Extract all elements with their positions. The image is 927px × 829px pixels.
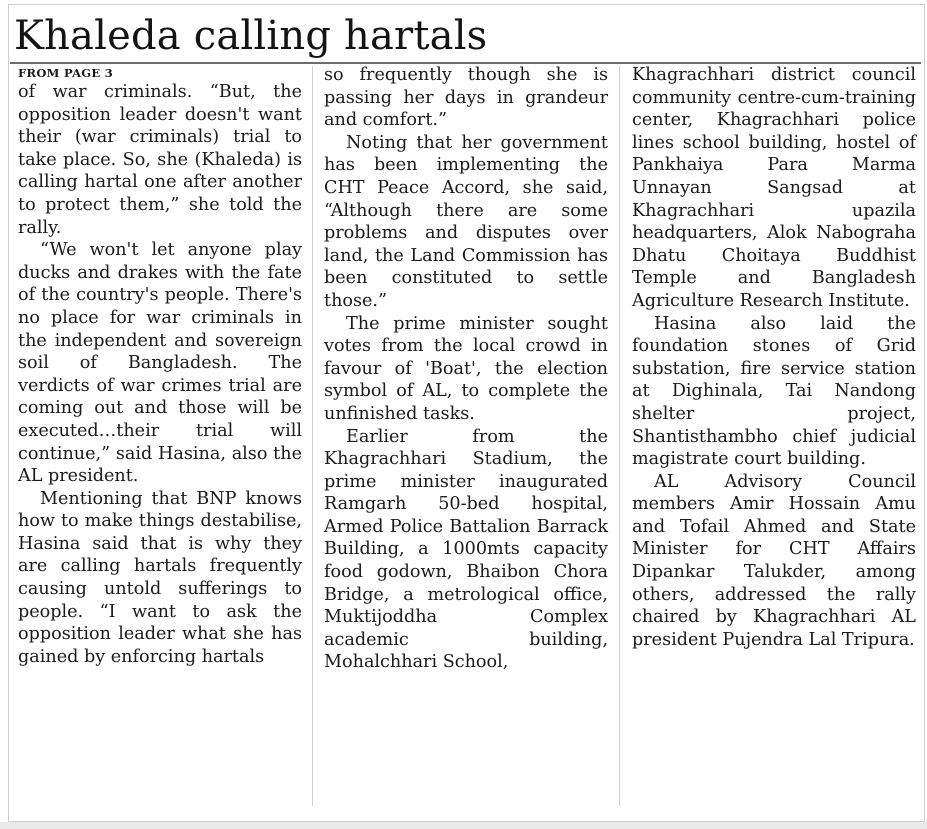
paragraph: The prime minister sought votes from the local crowd in favour of 'Boat', the election symbol of AL, to complete the unfinished tasks. — [324, 313, 608, 424]
article-column-1 — [18, 64, 302, 668]
paragraph: “We won't let anyone play ducks and drakes with the fate of the country's people. There's no place for war criminals in the independent and sovereign soil of Bangladesh. The verdicts of war crimes trial are coming out and those will be executed…their trial will continue,” said Hasina, also the AL president. — [18, 240, 302, 487]
article-column-2 — [324, 64, 608, 674]
headline: Khaleda calling hartals — [14, 13, 488, 59]
paragraph: Khagrachhari district council community centre-cum-training center, Khagrachhari police lines school building, hostel of Pankhaiya Para Marma Unnayan Sangsad at Khagrachhari upazila headquarters, Alok Nabograha Dhatu Choitaya Buddhist Temple and Bangladesh Agriculture Research Institute. — [632, 65, 916, 311]
article-column-3 — [632, 64, 916, 651]
column-divider — [312, 66, 313, 806]
continued-from-label: FROM PAGE 3 — [18, 66, 114, 80]
paragraph: of war criminals. “But, the opposition leader doesn't want their (war criminals) trial to take place. So, she (Khaleda) is calling hartal one after another to protect them,” she told the rally. — [18, 82, 302, 238]
paragraph: so frequently though she is passing her days in grandeur and comfort.” — [324, 65, 608, 131]
bottom-strip — [0, 822, 927, 829]
paragraph: Noting that her government has been implementing the CHT Peace Accord, she said, “Although there are some problems and disputes over land, the Land Commission has been constituted to settle those.” — [324, 132, 608, 311]
paragraph: Mentioning that BNP knows how to make things destabilise, Hasina said that is why they are calling hartals frequently causing untold sufferings to people. “I want to ask the opposition leader what she has gained by enforcing hartals — [18, 488, 302, 667]
paragraph: Earlier from the Khagrachhari Stadium, the prime minister inaugurated Ramgarh 50-bed hospital, Armed Police Battalion Barrack Building, a 1000mts capacity food godown, Bhaibon Chora Bridge, a metrological office, Muktijoddha Complex academic building, Mohalchhari School, — [324, 426, 608, 673]
paragraph: AL Advisory Council members Amir Hossain Amu and Tofail Ahmed and State Minister for CHT Affairs Dipankar Talukder, among others, addressed the rally chaired by Khagrachhari AL president Pujendra Lal Tripura. — [632, 471, 916, 650]
column-divider — [619, 66, 620, 806]
paragraph: Hasina also laid the foundation stones of Grid substation, fire service station at Dighinala, Tai Nandong shelter project, Shantisthambho chief judicial magistrate court building. — [632, 313, 916, 470]
